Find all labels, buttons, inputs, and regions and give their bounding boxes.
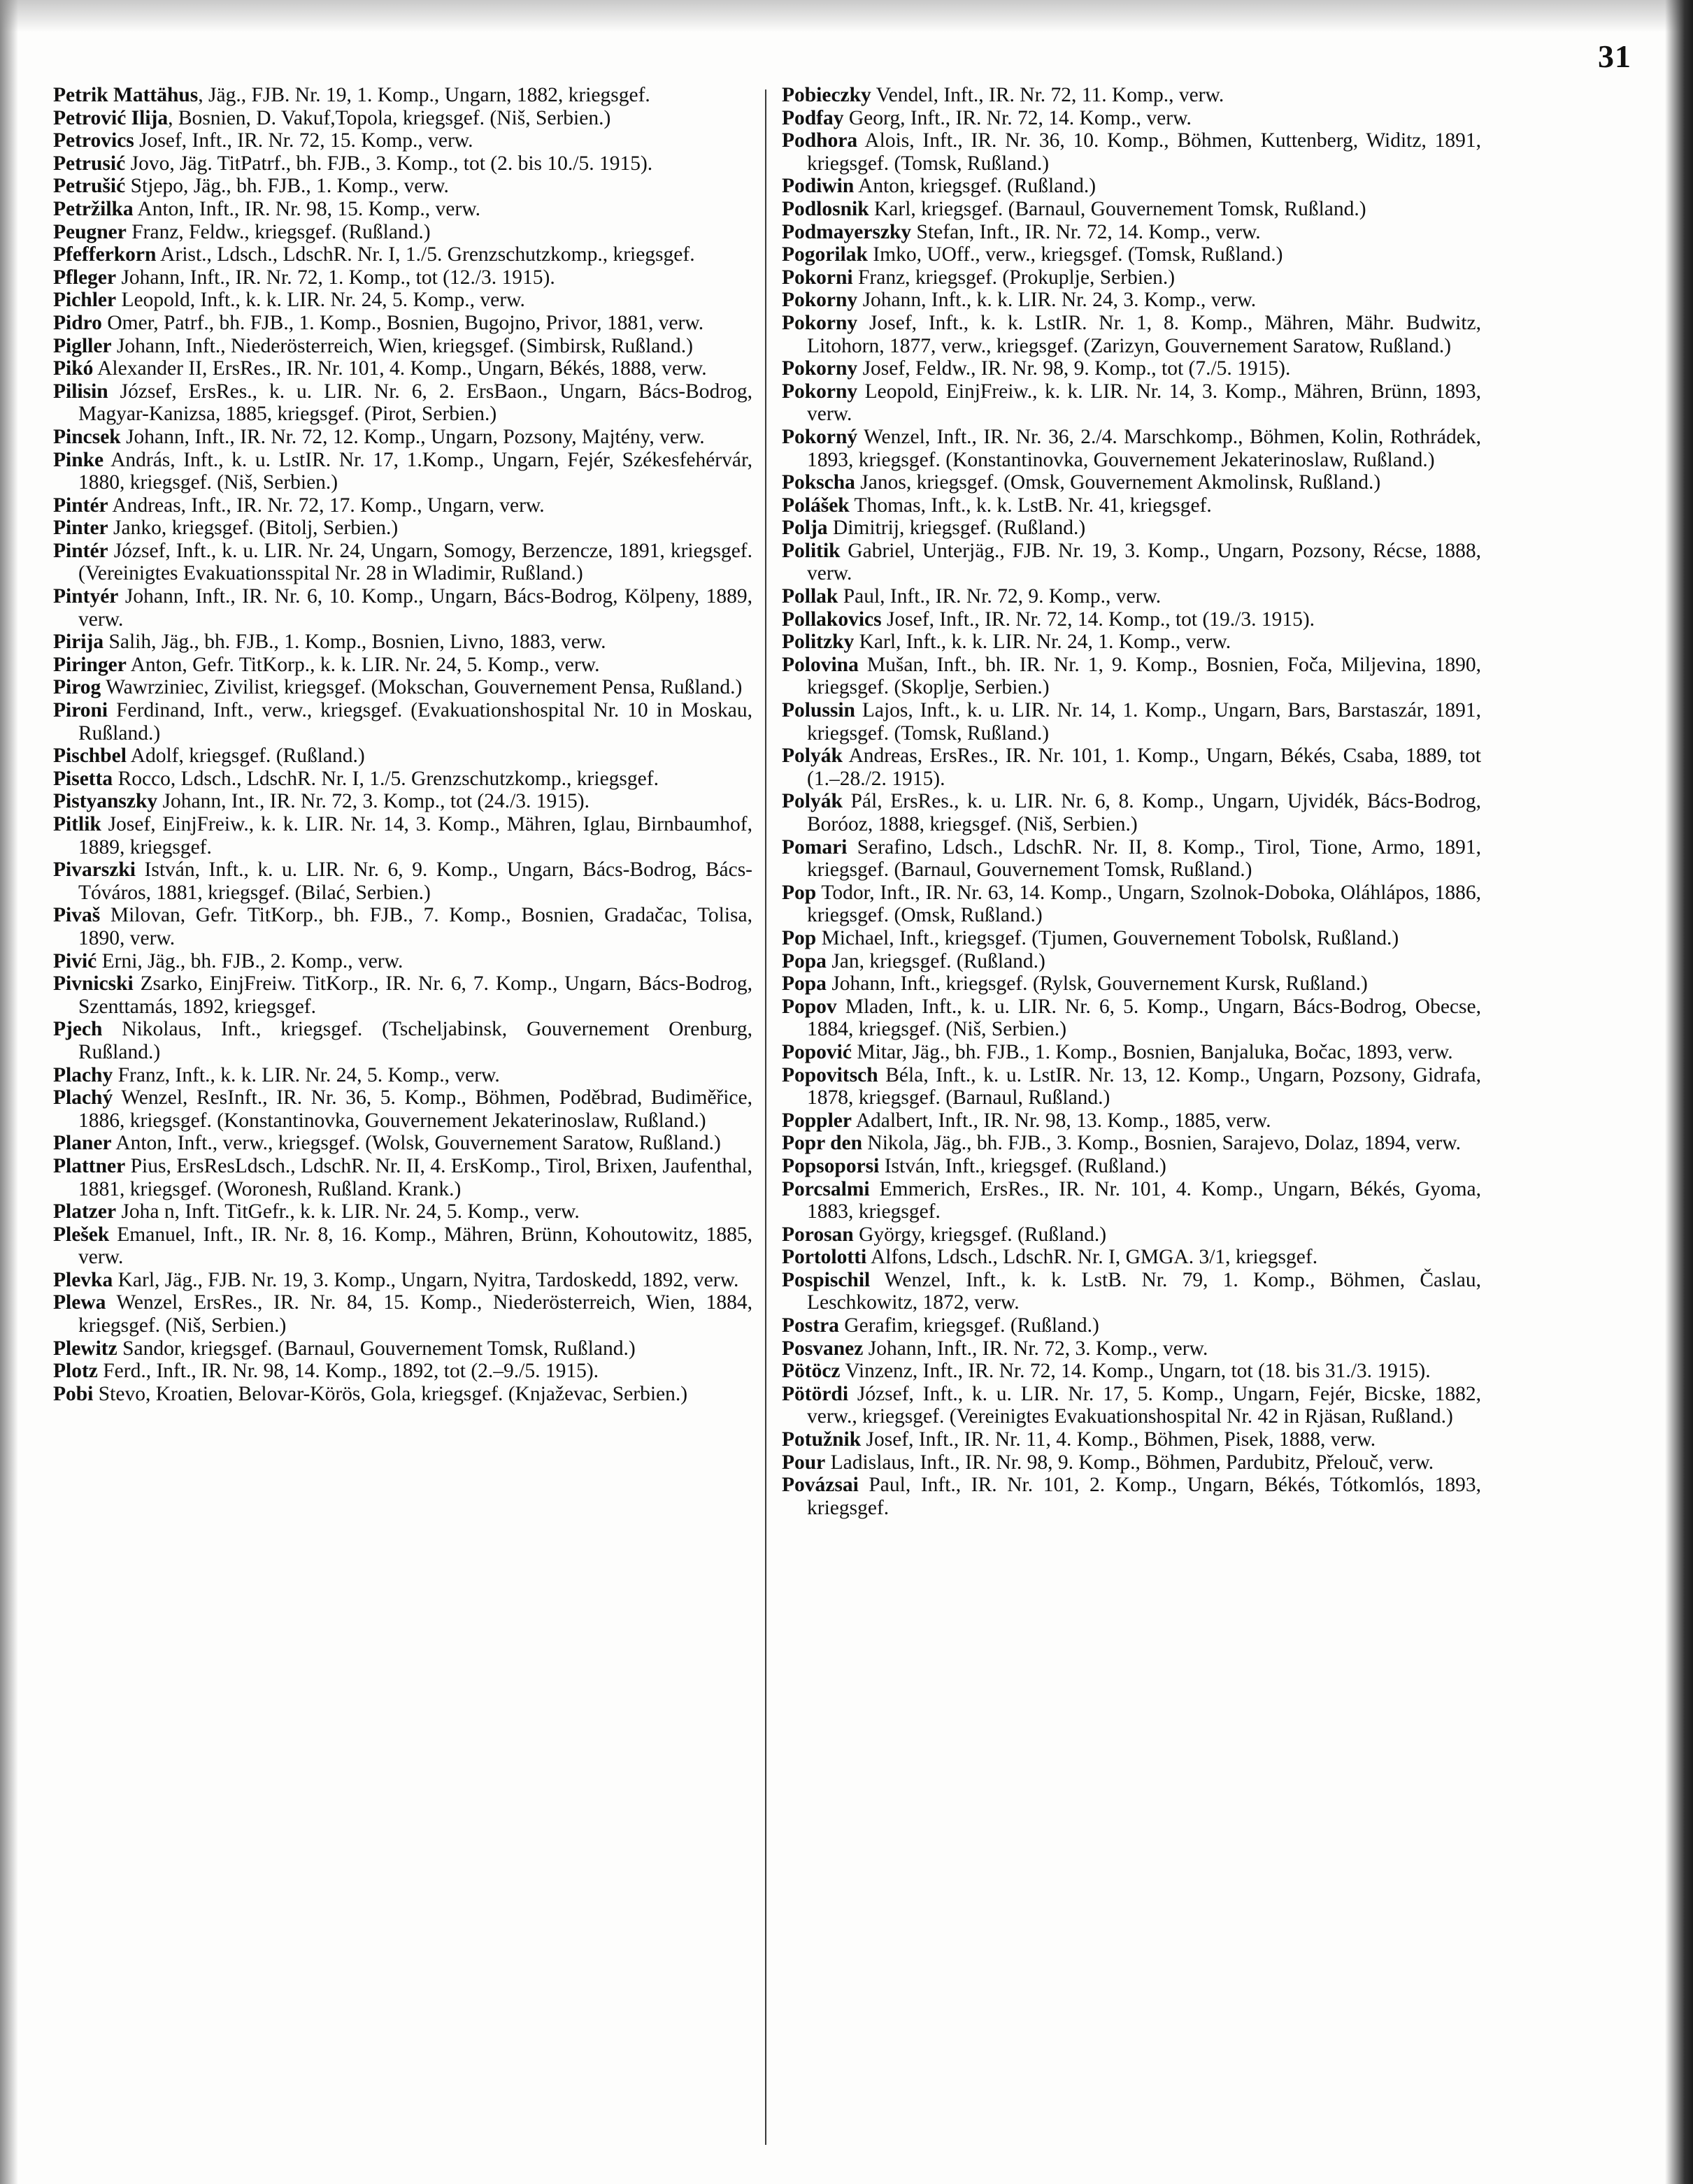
entry-surname: Pikó <box>53 357 94 380</box>
register-entry <box>53 950 752 973</box>
entry-surname: Pour <box>782 1451 826 1474</box>
entry-surname: Podiwin <box>782 175 855 198</box>
entry-surname: Popović <box>782 1040 852 1063</box>
entry-surname: Podhora <box>782 129 858 152</box>
register-entry <box>782 84 1481 107</box>
register-entry <box>782 1064 1481 1109</box>
entry-details: József, ErsRes., k. u. LIR. Nr. 6, 2. ErsBaon., Ungarn, Bács-Bodrog, Magyar-Kanizsa, 1885, kriegsgef. (Pirot, Serbien.) <box>78 380 752 426</box>
entry-surname: Pospischil <box>782 1268 871 1291</box>
register-entry <box>782 1474 1481 1519</box>
entry-surname: Plachý <box>53 1086 113 1109</box>
register-entry <box>53 790 752 813</box>
entry-surname: Podmayerszky <box>782 220 912 243</box>
entry-details: Josef, Inft., IR. Nr. 72, 15. Komp., verw. <box>134 129 473 152</box>
scan-shadow-top <box>0 0 1693 32</box>
entry-surname: Pogorilak <box>782 243 868 266</box>
entry-details: József, Inft., k. u. LIR. Nr. 24, Ungarn, Somogy, Berzencze, 1891, kriegsgef. (Vereinigtes Evakuationsspital Nr. 28 in Wladimir, Rußland.) <box>78 539 752 585</box>
entry-surname: Pintér <box>53 494 108 517</box>
entry-details: Johann, Int., IR. Nr. 72, 3. Komp., tot (24./3. 1915). <box>157 790 590 813</box>
entry-surname: Pirog <box>53 676 101 699</box>
entry-details: Michael, Inft., kriegsgef. (Tjumen, Gouvernement Tobolsk, Rußland.) <box>816 926 1399 949</box>
entry-surname: Platzer <box>53 1200 117 1223</box>
entry-details: Paul, Inft., IR. Nr. 101, 2. Komp., Ungarn, Békés, Tótkomlós, 1893, kriegsgef. <box>807 1474 1481 1519</box>
register-entry <box>782 1360 1481 1383</box>
entry-details: Jovo, Jäg. TitPatrf., bh. FJB., 3. Komp., tot (2. bis 10./5. 1915). <box>125 152 653 175</box>
register-entry <box>53 1291 752 1337</box>
entry-surname: Podfay <box>782 106 844 129</box>
register-entry <box>782 996 1481 1041</box>
entry-details: Franz, Inft., k. k. LIR. Nr. 24, 5. Komp., verw. <box>113 1063 500 1086</box>
entry-surname: Povázsai <box>782 1474 859 1497</box>
entry-surname: Pomari <box>782 835 848 858</box>
register-entry <box>782 221 1481 244</box>
entry-details: Pál, ErsRes., k. u. LIR. Nr. 6, 8. Komp., Ungarn, Ujvidék, Bács-Bodrog, Boróoz, 1888, kriegsgef. (Niš, Serbien.) <box>807 790 1481 835</box>
entry-details: Vinzenz, Inft., IR. Nr. 72, 14. Komp., Ungarn, tot (18. bis 31./3. 1915). <box>840 1360 1431 1383</box>
entry-details: Andreas, ErsRes., IR. Nr. 101, 1. Komp., Ungarn, Békés, Csaba, 1889, tot (1.–28./2. 1915). <box>807 745 1481 790</box>
register-entry <box>782 745 1481 790</box>
entry-surname: Plachy <box>53 1063 113 1086</box>
entry-surname: Pintér <box>53 539 108 562</box>
register-entry <box>53 449 752 494</box>
left-column <box>53 84 752 1405</box>
entry-surname: Pfefferkorn <box>53 243 157 266</box>
register-entry <box>782 1132 1481 1155</box>
entry-surname: Popa <box>782 949 827 972</box>
entry-details: Béla, Inft., k. u. LstIR. Nr. 13, 12. Komp., Ungarn, Pozsony, Gidrafa, 1878, kriegsgef. (Barnaul, Rußland.) <box>807 1063 1481 1109</box>
entry-details: Pius, ErsResLdsch., LdschR. Nr. II, 4. ErsKomp., Tirol, Brixen, Jaufenthal, 1881, kriegsgef. (Woronesh, Rußland. Krank.) <box>78 1154 752 1200</box>
register-entry <box>53 289 752 312</box>
register-entry <box>782 129 1481 175</box>
entry-details: Georg, Inft., IR. Nr. 72, 14. Komp., verw. <box>843 106 1192 129</box>
entry-surname: Petrovics <box>53 129 134 152</box>
entry-details: Dimitrij, kriegsgef. (Rußland.) <box>827 517 1086 540</box>
entry-surname: Postra <box>782 1314 839 1337</box>
entry-surname: Polovina <box>782 653 859 676</box>
entry-surname: Podlosnik <box>782 197 869 220</box>
entry-details: Mitar, Jäg., bh. FJB., 1. Komp., Bosnien, Banjaluka, Bočac, 1893, verw. <box>851 1040 1453 1063</box>
entry-details: Omer, Patrf., bh. FJB., 1. Komp., Bosnien, Bugojno, Privor, 1881, verw. <box>101 311 704 334</box>
entry-surname: Pidro <box>53 311 102 334</box>
entry-details: Johann, Inft., k. k. LIR. Nr. 24, 3. Komp., verw. <box>857 289 1257 312</box>
entry-details: György, kriegsgef. (Rußland.) <box>853 1223 1107 1246</box>
entry-details: Sandor, kriegsgef. (Barnaul, Gouvernement Tomsk, Rußland.) <box>117 1337 636 1360</box>
register-entry <box>53 676 752 699</box>
register-entry <box>782 1109 1481 1133</box>
entry-details: Gerafim, kriegsgef. (Rußland.) <box>838 1314 1099 1337</box>
entry-details: Serafino, Ldsch., LdschR. Nr. II, 8. Komp., Tirol, Tione, Armo, 1891, kriegsgef. (Barnaul, Gouvernement Tomsk, Rußland.) <box>807 835 1481 882</box>
entry-surname: Pintyér <box>53 585 119 608</box>
register-entry <box>53 1064 752 1087</box>
entry-surname: Pitlik <box>53 813 101 835</box>
entry-details: Johann, Inft., IR. Nr. 72, 1. Komp., tot (12./3. 1915). <box>116 266 555 289</box>
entry-surname: Pokorny <box>782 289 858 312</box>
entry-details: Alois, Inft., IR. Nr. 36, 10. Komp., Böhmen, Kuttenberg, Widitz, 1891, kriegsgef. (Tomsk, Rußland.) <box>807 129 1481 175</box>
entry-surname: Petrusić <box>53 152 126 175</box>
register-entry <box>782 1246 1481 1269</box>
entry-details: Stefan, Inft., IR. Nr. 72, 14. Komp., verw. <box>911 220 1261 243</box>
entry-details: Wenzel, ErsRes., IR. Nr. 84, 15. Komp., Niederösterreich, Wien, 1884, kriegsgef. (Niš, Serbien.) <box>78 1291 752 1337</box>
entry-details: Johann, Inft., Niederösterreich, Wien, kriegsgef. (Simbirsk, Rußland.) <box>111 334 693 357</box>
entry-details: Andreas, Inft., IR. Nr. 72, 17. Komp., Ungarn, verw. <box>108 494 545 517</box>
entry-details: István, Inft., kriegsgef. (Rußland.) <box>879 1154 1166 1177</box>
register-entry <box>53 494 752 517</box>
right-column <box>782 84 1481 1519</box>
register-entry <box>782 1337 1481 1360</box>
entry-details: Vendel, Inft., IR. Nr. 72, 11. Komp., verw. <box>871 84 1224 106</box>
entry-surname: Pjech <box>53 1018 103 1041</box>
entry-surname: Pobi <box>53 1382 94 1405</box>
entry-details: Zsarko, EinjFreiw. TitKorp., IR. Nr. 6, 7. Komp., Ungarn, Bács-Bodrog, Szenttamás, 1892, kriegsgef. <box>78 972 752 1018</box>
entry-details: Johann, Inft., IR. Nr. 6, 10. Komp., Ungarn, Bács-Bodrog, Kölpeny, 1889, verw. <box>78 585 752 631</box>
entry-surname: Pincsek <box>53 425 121 448</box>
entry-surname: Pop <box>782 881 817 904</box>
register-entry <box>53 357 752 380</box>
entry-details: Josef, Inft., k. k. LstIR. Nr. 1, 8. Komp., Mähren, Mähr. Budwitz, Litohorn, 1877, verw., kriegsgef. (Zarizyn, Gouvernement Saratow, Rußland.) <box>807 311 1481 357</box>
register-entry <box>53 266 752 289</box>
entry-surname: Pivić <box>53 949 97 972</box>
register-entry <box>53 175 752 198</box>
entry-details: Emanuel, Inft., IR. Nr. 8, 16. Komp., Mähren, Brünn, Kohoutowitz, 1885, verw. <box>78 1223 752 1269</box>
entry-details: Karl, kriegsgef. (Barnaul, Gouvernement Tomsk, Rußland.) <box>869 197 1366 220</box>
scan-shadow-left <box>0 0 18 2184</box>
entry-surname: Porcsalmi <box>782 1177 870 1200</box>
entry-surname: Petrik Mattähus <box>53 84 199 106</box>
entry-details: Rocco, Ldsch., LdschR. Nr. I, 1./5. Grenzschutzkomp., kriegsgef. <box>113 767 659 790</box>
entry-details: Wawrziniec, Zivilist, kriegsgef. (Mokschan, Gouvernement Pensa, Rußland.) <box>101 676 743 699</box>
entry-surname: Poppler <box>782 1109 852 1132</box>
entry-details: Leopold, EinjFreiw., k. k. LIR. Nr. 14, 3. Komp., Mähren, Brünn, 1893, verw. <box>807 380 1481 426</box>
entry-surname: Polussin <box>782 699 855 722</box>
entry-surname: Pivarszki <box>53 858 136 882</box>
entry-details: Joha n, Inft. TitGefr., k. k. LIR. Nr. 24, 5. Komp., verw. <box>116 1200 580 1223</box>
entry-surname: Pisetta <box>53 767 113 790</box>
entry-details: Stjepo, Jäg., bh. FJB., 1. Komp., verw. <box>125 175 449 198</box>
entry-details: Arist., Ldsch., LdschR. Nr. I, 1./5. Grenzschutzkomp., kriegsgef. <box>156 243 695 266</box>
entry-details: Johann, Inft., IR. Nr. 72, 12. Komp., Ungarn, Pozsony, Majtény, verw. <box>120 425 705 448</box>
entry-details: Thomas, Inft., k. k. LstB. Nr. 41, kriegsgef. <box>849 494 1212 517</box>
entry-details: Erni, Jäg., bh. FJB., 2. Komp., verw. <box>97 949 403 972</box>
entry-details: Imko, UOff., verw., kriegsgef. (Tomsk, Rußland.) <box>867 243 1283 266</box>
register-entry <box>53 107 752 130</box>
register-entry <box>53 1200 752 1223</box>
entry-surname: Polášek <box>782 494 850 517</box>
entry-details: Alfons, Ldsch., LdschR. Nr. I, GMGA. 3/1, kriegsgef. <box>866 1246 1318 1269</box>
register-entry <box>782 1269 1481 1314</box>
entry-surname: Pokorny <box>782 380 858 403</box>
register-entry <box>782 1314 1481 1337</box>
register-entry <box>782 289 1481 312</box>
entry-surname: Portolotti <box>782 1246 867 1269</box>
register-entry <box>782 790 1481 835</box>
register-entry <box>53 312 752 335</box>
register-entry <box>53 745 752 768</box>
register-entry <box>53 198 752 221</box>
entry-surname: Popovitsch <box>782 1063 878 1086</box>
entry-details: Leopold, Inft., k. k. LIR. Nr. 24, 5. Komp., verw. <box>116 289 525 312</box>
entry-details: Ferdinand, Inft., verw., kriegsgef. (Evakuationshospital Nr. 10 in Moskau, Rußland.) <box>78 699 752 745</box>
entry-surname: Pollak <box>782 585 838 608</box>
entry-surname: Politik <box>782 539 841 562</box>
entry-details: Janos, kriegsgef. (Omsk, Gouvernement Akmolinsk, Rußland.) <box>855 471 1381 494</box>
page-number: 31 <box>1598 38 1631 74</box>
register-entry <box>53 129 752 152</box>
entry-surname: Pistyanszky <box>53 790 158 813</box>
entry-surname: Pironi <box>53 699 108 722</box>
entry-surname: Pobieczky <box>782 84 871 106</box>
entry-surname: Pokscha <box>782 471 855 494</box>
entry-details: Emmerich, ErsRes., IR. Nr. 101, 4. Komp., Ungarn, Békés, Gyoma, 1883, kriegsgef. <box>807 1177 1481 1223</box>
entry-details: József, Inft., k. u. LIR. Nr. 17, 5. Komp., Ungarn, Fejér, Bicske, 1882, verw., kriegsgef. (Vereinigtes Evakuationshospital Nr. 42 in Rjäsan, Rußland.) <box>807 1382 1481 1428</box>
entry-details: , Jäg., FJB. Nr. 19, 1. Komp., Ungarn, 1882, kriegsgef. <box>198 84 650 106</box>
register-entry <box>53 1223 752 1269</box>
entry-details: Karl, Inft., k. k. LIR. Nr. 24, 1. Komp., verw. <box>854 631 1231 654</box>
register-entry <box>782 585 1481 608</box>
entry-details: , Bosnien, D. Vakuf,Topola, kriegsgef. (Niš, Serbien.) <box>168 106 611 129</box>
entry-surname: Pilisin <box>53 380 108 403</box>
entry-details: Nikolaus, Inft., kriegsgef. (Tscheljabinsk, Gouvernement Orenburg, Rußland.) <box>78 1018 752 1063</box>
entry-details: Mladen, Inft., k. u. LIR. Nr. 6, 5. Komp., Ungarn, Bács-Bodrog, Obecse, 1884, kriegsgef. (Niš, Serbien.) <box>807 995 1481 1041</box>
register-entry <box>53 904 752 949</box>
register-entry <box>53 858 752 904</box>
entry-surname: Popsoporsi <box>782 1154 880 1177</box>
entry-surname: Pokorny <box>782 311 858 334</box>
entry-surname: Planer <box>53 1132 112 1155</box>
entry-details: Janko, kriegsgef. (Bitolj, Serbien.) <box>108 517 399 540</box>
entry-surname: Plotz <box>53 1360 98 1383</box>
entry-surname: Pfleger <box>53 266 117 289</box>
register-entry <box>53 1155 752 1200</box>
register-entry <box>782 1178 1481 1223</box>
register-entry <box>53 335 752 358</box>
entry-details: Salih, Jäg., bh. FJB., 1. Komp., Bosnien, Livno, 1883, verw. <box>103 631 606 654</box>
entry-surname: Popov <box>782 995 837 1018</box>
entry-details: Franz, kriegsgef. (Prokuplje, Serbien.) <box>852 266 1176 289</box>
register-entry <box>782 517 1481 540</box>
column-divider <box>765 89 766 2145</box>
register-entry <box>782 699 1481 745</box>
register-entry <box>53 1132 752 1155</box>
entry-details: András, Inft., k. u. LstIR. Nr. 17, 1.Komp., Ungarn, Fejér, Székesfehérvár, 1880, kriegsgef. (Niš, Serbien.) <box>78 448 752 494</box>
entry-details: Ladislaus, Inft., IR. Nr. 98, 9. Komp., Böhmen, Pardubitz, Přelouč, verw. <box>825 1451 1434 1474</box>
entry-surname: Posvanez <box>782 1337 864 1360</box>
entry-surname: Pinke <box>53 448 104 471</box>
register-entry <box>782 312 1481 357</box>
register-entry <box>782 972 1481 996</box>
entry-surname: Pinter <box>53 517 108 540</box>
entry-surname: Pokorny <box>782 357 858 380</box>
register-entry <box>782 540 1481 585</box>
register-entry <box>782 357 1481 380</box>
register-entry <box>782 608 1481 631</box>
entry-details: Mušan, Inft., bh. IR. Nr. 1, 9. Komp., Bosnien, Foča, Miljevina, 1890, kriegsgef. (Skoplje, Serbien.) <box>807 653 1481 699</box>
entry-details: Milovan, Gefr. TitKorp., bh. FJB., 7. Komp., Bosnien, Gradačac, Tolisa, 1890, verw. <box>78 904 752 949</box>
entry-details: Josef, Inft., IR. Nr. 11, 4. Komp., Böhmen, Pisek, 1888, verw. <box>861 1428 1376 1451</box>
entry-surname: Petrović Ilija <box>53 106 169 129</box>
entry-details: Wenzel, ResInft., IR. Nr. 36, 5. Komp., Böhmen, Poděbrad, Budiměřice, 1886, kriegsgef. (Konstantinovka, Gouvernement Jekaterinoslaw, Rußland.) <box>78 1086 752 1132</box>
register-entry <box>782 836 1481 882</box>
entry-details: Paul, Inft., IR. Nr. 72, 9. Komp., verw. <box>838 585 1162 608</box>
register-entry <box>53 540 752 585</box>
entry-surname: Popa <box>782 972 827 996</box>
register-entry <box>782 631 1481 654</box>
entry-details: Wenzel, Inft., k. k. LstB. Nr. 79, 1. Komp., Böhmen, Časlau, Leschkowitz, 1872, verw. <box>807 1268 1481 1314</box>
entry-details: Lajos, Inft., k. u. LIR. Nr. 14, 1. Komp., Ungarn, Bars, Barstaszár, 1891, kriegsgef. (Tomsk, Rußland.) <box>807 699 1481 745</box>
register-entry <box>53 699 752 745</box>
register-entry <box>53 1269 752 1292</box>
entry-details: Wenzel, Inft., IR. Nr. 36, 2./4. Marschkomp., Böhmen, Kolin, Rothrádek, 1893, kriegsgef. (Konstantinovka, Gouvernement Jekaterinoslaw, Rußland.) <box>807 425 1481 471</box>
register-entry <box>53 1383 752 1406</box>
register-entry <box>782 1428 1481 1451</box>
register-entry <box>782 1155 1481 1178</box>
register-entry <box>53 426 752 449</box>
register-entry <box>782 107 1481 130</box>
entry-surname: Plattner <box>53 1154 126 1177</box>
entry-surname: Plevka <box>53 1268 113 1291</box>
register-entry <box>53 972 752 1018</box>
register-entry <box>782 927 1481 950</box>
register-entry <box>53 380 752 426</box>
entry-surname: Plewitz <box>53 1337 117 1360</box>
entry-surname: Petrušić <box>53 175 126 198</box>
register-entry <box>782 1041 1481 1064</box>
entry-details: Josef, EinjFreiw., k. k. LIR. Nr. 14, 3. Komp., Mähren, Iglau, Birnbaumhof, 1889, kriegsgef. <box>78 813 752 858</box>
register-entry <box>782 198 1481 221</box>
register-entry <box>782 1451 1481 1474</box>
register-entry <box>53 84 752 107</box>
entry-details: Anton, Gefr. TitKorp., k. k. LIR. Nr. 24, 5. Komp., verw. <box>126 653 600 676</box>
register-entry <box>53 1086 752 1132</box>
entry-surname: Pokorni <box>782 266 853 289</box>
entry-details: Todor, Inft., IR. Nr. 63, 14. Komp., Ungarn, Szolnok-Doboka, Oláhlápos, 1886, kriegsgef. (Omsk, Rußland.) <box>807 881 1481 927</box>
entry-surname: Potužnik <box>782 1428 862 1451</box>
entry-surname: Pop <box>782 926 817 949</box>
register-entry <box>53 517 752 540</box>
entry-surname: Pischbel <box>53 745 127 768</box>
entry-surname: Pollakovics <box>782 608 882 631</box>
entry-details: Adalbert, Inft., IR. Nr. 98, 13. Komp., 1885, verw. <box>851 1109 1271 1132</box>
entry-details: Gabriel, Unterjäg., FJB. Nr. 19, 3. Komp., Ungarn, Pozsony, Récse, 1888, verw. <box>807 539 1481 585</box>
entry-details: Stevo, Kroatien, Belovar-Körös, Gola, kriegsgef. (Knjaževac, Serbien.) <box>93 1382 688 1405</box>
register-entry <box>782 175 1481 198</box>
entry-surname: Politzky <box>782 631 855 654</box>
entry-surname: Pigller <box>53 334 112 357</box>
entry-details: Josef, Inft., IR. Nr. 72, 14. Komp., tot (19./3. 1915). <box>881 608 1315 631</box>
entry-surname: Plewa <box>53 1291 106 1314</box>
entry-details: István, Inft., k. u. LIR. Nr. 6, 9. Komp., Ungarn, Bács-Bodrog, Bács-Tóváros, 1881, kriegsgef. (Bilać, Serbien.) <box>78 858 752 904</box>
entry-details: Franz, Feldw., kriegsgef. (Rußland.) <box>126 220 431 243</box>
entry-surname: Pötöcz <box>782 1360 841 1383</box>
entry-surname: Pirija <box>53 631 104 654</box>
entry-details: Karl, Jäg., FJB. Nr. 19, 3. Komp., Ungarn, Nyitra, Tardoskedd, 1892, verw. <box>113 1268 739 1291</box>
entry-surname: Polja <box>782 517 828 540</box>
register-entry <box>53 243 752 266</box>
entry-surname: Piringer <box>53 653 127 676</box>
register-entry <box>782 380 1481 426</box>
entry-details: Adolf, kriegsgef. (Rußland.) <box>126 745 365 768</box>
entry-surname: Peugner <box>53 220 127 243</box>
register-entry <box>782 494 1481 517</box>
register-entry <box>53 654 752 677</box>
entry-surname: Polyák <box>782 790 843 813</box>
entry-surname: Pivaš <box>53 904 101 927</box>
entry-surname: Pokorný <box>782 425 858 448</box>
entry-surname: Pötördi <box>782 1382 849 1405</box>
entry-details: Johann, Inft., kriegsgef. (Rylsk, Gouvernement Kursk, Rußland.) <box>826 972 1368 996</box>
entry-surname: Popr den <box>782 1132 863 1155</box>
register-entry <box>782 266 1481 289</box>
register-entry <box>782 882 1481 927</box>
entry-details: Johann, Inft., IR. Nr. 72, 3. Komp., verw. <box>863 1337 1208 1360</box>
register-entry <box>782 243 1481 266</box>
entry-surname: Pichler <box>53 289 117 312</box>
entry-details: Anton, kriegsgef. (Rußland.) <box>854 175 1096 198</box>
entry-details: Ferd., Inft., IR. Nr. 98, 14. Komp., 1892, tot (2.–9./5. 1915). <box>97 1360 599 1383</box>
register-entry <box>53 768 752 791</box>
register-entry <box>53 631 752 654</box>
entry-surname: Plešek <box>53 1223 110 1246</box>
register-entry <box>53 221 752 244</box>
entry-details: Jan, kriegsgef. (Rußland.) <box>826 949 1045 972</box>
register-entry <box>53 1337 752 1360</box>
entry-details: Nikola, Jäg., bh. FJB., 3. Komp., Bosnien, Sarajevo, Dolaz, 1894, verw. <box>862 1132 1461 1155</box>
register-entry <box>782 1223 1481 1247</box>
entry-details: Josef, Feldw., IR. Nr. 98, 9. Komp., tot (7./5. 1915). <box>857 357 1291 380</box>
entry-surname: Pivnicski <box>53 972 134 996</box>
register-entry <box>53 1360 752 1383</box>
register-entry <box>53 152 752 175</box>
entry-details: Anton, Inft., IR. Nr. 98, 15. Komp., verw. <box>133 197 480 220</box>
entry-surname: Polyák <box>782 745 843 768</box>
register-entry <box>782 426 1481 471</box>
register-entry <box>782 471 1481 494</box>
scan-shadow-right <box>1665 0 1693 2184</box>
entry-surname: Petržilka <box>53 197 134 220</box>
register-entry <box>782 654 1481 699</box>
register-entry <box>782 1383 1481 1428</box>
entry-surname: Porosan <box>782 1223 854 1246</box>
entry-details: Alexander II, ErsRes., IR. Nr. 101, 4. Komp., Ungarn, Békés, 1888, verw. <box>93 357 707 380</box>
register-entry <box>53 813 752 858</box>
entry-details: Anton, Inft., verw., kriegsgef. (Wolsk, Gouvernement Saratow, Rußland.) <box>111 1132 721 1155</box>
register-entry <box>53 585 752 631</box>
register-entry <box>782 950 1481 973</box>
register-entry <box>53 1018 752 1063</box>
